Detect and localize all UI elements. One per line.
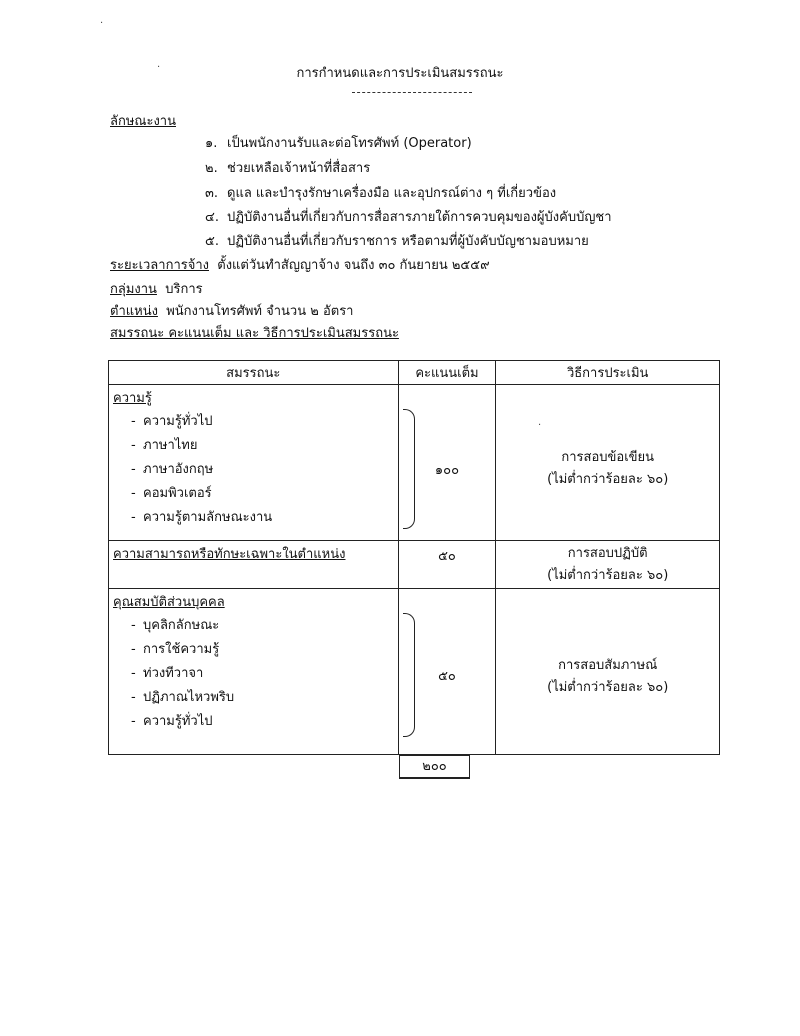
method-line1: การสอบสัมภาษณ์ — [558, 658, 658, 673]
table-row-personal — [109, 589, 720, 755]
method-cell — [496, 385, 720, 541]
table-row-skills — [109, 541, 720, 589]
list-item: - ภาษาอังกฤษ — [131, 462, 214, 477]
list-item: - การใช้ความรู้ — [131, 642, 220, 657]
competency-cell — [109, 541, 399, 589]
score-cell — [398, 589, 496, 755]
position-label: ตำแหน่ง — [110, 304, 158, 319]
competency-cell — [109, 385, 399, 541]
scan-speck: · — [100, 18, 104, 29]
duty-number: ๑. — [205, 136, 218, 151]
score-cell — [398, 541, 496, 589]
table-header-row — [109, 361, 720, 385]
employment-period-label: ระยะเวลาการจ้าง — [110, 258, 209, 273]
list-item: - ภาษาไทย — [131, 438, 198, 453]
duty-item — [205, 182, 556, 203]
header-full-score: คะแนนเต็ม — [398, 361, 496, 385]
method-cell — [496, 589, 720, 755]
duty-item — [205, 157, 370, 178]
duty-number: ๒. — [205, 161, 218, 176]
employment-period-value: ตั้งแต่วันทำสัญญาจ้าง จนถึง ๓๐ กันยายน ๒๕๕๙ — [217, 258, 490, 273]
duty-text: ช่วยเหลือเจ้าหน้าที่สื่อสาร — [227, 161, 371, 176]
method-line2: (ไม่ต่ำกว่าร้อยละ ๖๐) — [547, 680, 669, 695]
list-item: - ความรู้ทั่วไป — [131, 714, 213, 729]
duty-text: ปฏิบัติงานอื่นที่เกี่ยวกับราชการ หรือตามที่ผู้บังคับบัญชามอบหมาย — [227, 234, 589, 249]
duty-text: เป็นพนักงานรับและต่อโทรศัพท์ (Operator) — [227, 136, 472, 151]
competency-table — [108, 360, 720, 755]
header-assessment-method: วิธีการประเมิน — [496, 361, 720, 385]
total-score-cell: ๒๐๐ — [399, 755, 470, 779]
list-item: - ความรู้ทั่วไป — [131, 414, 213, 429]
position-value: พนักงานโทรศัพท์ จำนวน ๒ อัตรา — [166, 304, 354, 319]
method-line1: การสอบข้อเขียน — [561, 450, 655, 465]
list-item: - ปฏิภาณไหวพริบ — [131, 690, 235, 705]
duty-number: ๕. — [205, 234, 219, 249]
competency-section-label: สมรรถนะ คะแนนเต็ม และ วิธีการประเมินสมรรถนะ — [110, 326, 399, 341]
list-item: - คอมพิวเตอร์ — [131, 486, 212, 501]
scan-speck: · — [157, 62, 161, 73]
job-description-label: ลักษณะงาน — [110, 114, 176, 129]
duty-item — [205, 230, 589, 251]
title-underline-rule — [352, 92, 472, 93]
method-line2: (ไม่ต่ำกว่าร้อยละ ๖๐) — [547, 472, 669, 487]
method-line1: การสอบปฏิบัติ — [567, 546, 648, 561]
method-cell — [496, 541, 720, 589]
list-item: - ท่วงทีวาจา — [131, 666, 204, 681]
duty-item — [205, 132, 472, 153]
duty-number: ๓. — [205, 186, 219, 201]
score-value: ๕๐ — [438, 669, 456, 684]
job-group-value: บริการ — [165, 282, 203, 297]
list-item: - บุคลิกลักษณะ — [131, 618, 220, 633]
job-group-line — [110, 278, 203, 299]
employment-period-line — [110, 254, 490, 275]
duty-text: ดูแล และบำรุงรักษาเครื่องมือ และอุปกรณ์ต่าง ๆ ที่เกี่ยวข้อง — [227, 186, 557, 201]
score-value: ๕๐ — [438, 549, 456, 564]
table-row-knowledge — [109, 385, 720, 541]
score-cell — [398, 385, 496, 541]
category-label: ความรู้ — [113, 391, 152, 406]
competency-section-heading — [110, 322, 399, 343]
document-title: การกำหนดและการประเมินสมรรถนะ — [296, 66, 504, 81]
score-value: ๑๐๐ — [434, 463, 460, 478]
duty-text: ปฏิบัติงานอื่นที่เกี่ยวกับการสื่อสารภายใต้การควบคุมของผู้บังคับบัญชา — [227, 210, 612, 225]
position-line — [110, 300, 353, 321]
category-label: ความสามารถหรือทักษะเฉพาะในตำแหน่ง — [113, 547, 346, 562]
job-group-label: กลุ่มงาน — [110, 282, 157, 297]
competency-cell — [109, 589, 399, 755]
scan-speck: · — [538, 420, 542, 431]
method-line2: (ไม่ต่ำกว่าร้อยละ ๖๐) — [547, 568, 669, 583]
header-competency: สมรรถนะ — [109, 361, 399, 385]
job-description-heading — [110, 110, 176, 131]
duty-number: ๔. — [205, 210, 219, 225]
list-item: - ความรู้ตามลักษณะงาน — [131, 510, 273, 525]
category-label: คุณสมบัติส่วนบุคคล — [113, 595, 225, 610]
duty-item — [205, 206, 612, 227]
